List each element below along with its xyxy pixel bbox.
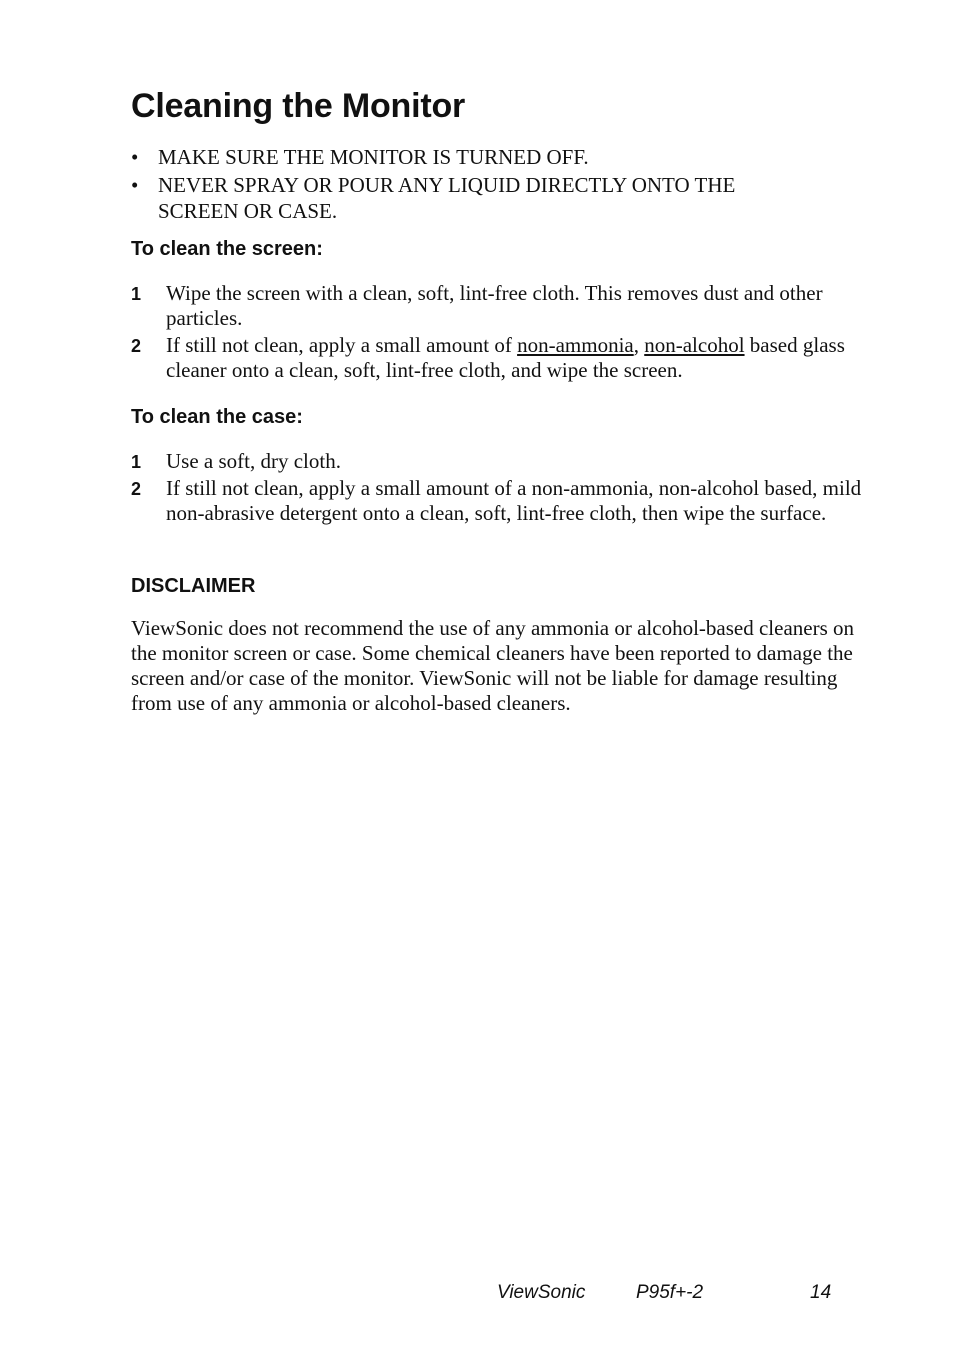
case-heading: To clean the case: (131, 406, 303, 428)
page-title: Cleaning the Monitor (131, 87, 466, 125)
warning-item (131, 144, 798, 170)
bullet-icon: • (131, 145, 139, 169)
bullet-icon: • (131, 173, 139, 197)
underlined-term: non-alcohol (644, 333, 745, 357)
step-text: Wipe the screen with a clean, soft, lint-free cloth. This removes dust and other particles. (166, 281, 823, 330)
page-number: 14 (810, 1282, 832, 1303)
step-text: If still not clean, apply a small amount of a non-ammonia, non-alcohol based, mild non-abrasive detergent onto a clean, soft, lint-free cloth, then wipe the surface. (166, 476, 862, 525)
warning-item (131, 172, 798, 224)
step-text-part: If still not clean, apply a small amount of (166, 333, 518, 357)
step-number: 1 (131, 284, 142, 304)
step-text-part: , (633, 333, 645, 357)
footer-brand: ViewSonic (497, 1282, 586, 1303)
screen-step (131, 333, 861, 383)
screen-step (131, 281, 866, 331)
step-text-part: based glass cleaner onto a clean, soft, lint-free cloth, and wipe the screen. (166, 333, 845, 382)
case-steps (131, 449, 861, 528)
step-number: 2 (131, 336, 142, 356)
warning-text: MAKE SURE THE MONITOR IS TURNED OFF. (158, 145, 589, 169)
step-text (166, 333, 845, 382)
disclaimer-heading: DISCLAIMER (131, 575, 256, 597)
screen-heading: To clean the screen: (131, 238, 323, 260)
step-number: 2 (131, 479, 142, 499)
case-step (131, 449, 861, 474)
warning-text: NEVER SPRAY OR POUR ANY LIQUID DIRECTLY ONTO THE SCREEN OR CASE. (158, 173, 736, 223)
disclaimer-text: ViewSonic does not recommend the use of any ammonia or alcohol-based cleaners on the monitor screen or case. Some chemical cleaners have been reported to damage the screen and/or case of the monitor. ViewSonic will not be liable for damage resulting from use of any ammonia or alcohol-based cleaners. (131, 616, 855, 715)
case-step (131, 476, 866, 526)
footer-model: P95f+-2 (636, 1282, 704, 1303)
warning-list (131, 144, 798, 226)
step-number: 1 (131, 452, 142, 472)
screen-steps (131, 281, 861, 385)
step-text: Use a soft, dry cloth. (166, 449, 341, 473)
underlined-term: non-ammonia (517, 333, 634, 357)
